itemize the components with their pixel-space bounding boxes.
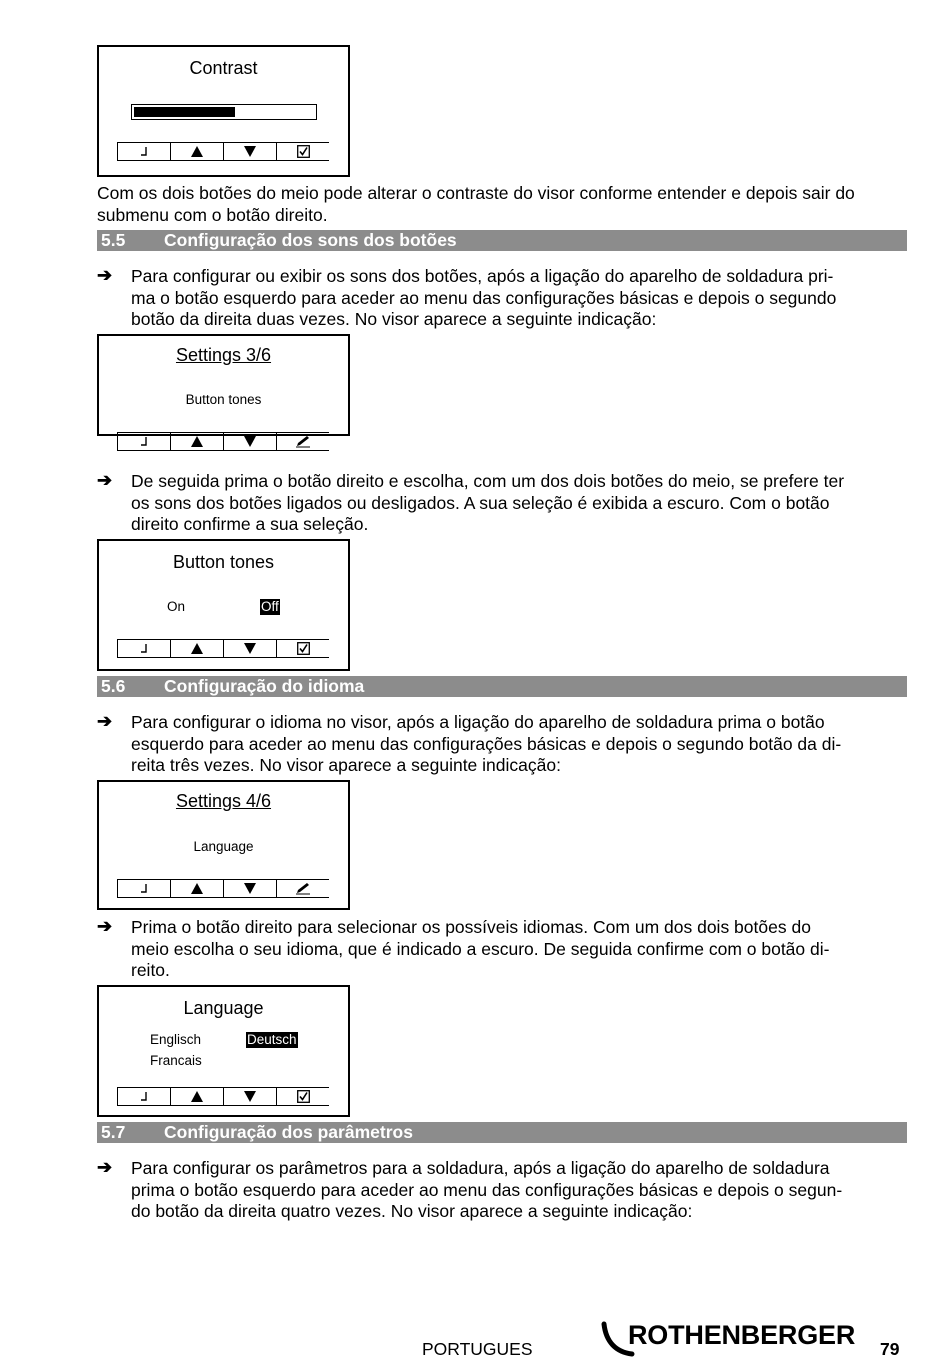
section-heading-5-6 xyxy=(97,676,907,697)
button-bar xyxy=(117,432,329,451)
down-arrow-icon[interactable] xyxy=(224,640,277,657)
checkbox-icon[interactable] xyxy=(277,143,329,160)
settings-3-screen xyxy=(97,334,350,436)
section-number: 5.7 xyxy=(101,1122,126,1142)
language-screen xyxy=(97,985,350,1117)
down-arrow-icon[interactable] xyxy=(224,143,277,160)
language-screen-title: Language xyxy=(183,998,264,1018)
button-tones-screen xyxy=(97,539,350,671)
settings-4-screen xyxy=(97,780,350,910)
section-number: 5.6 xyxy=(101,676,126,696)
right-arrow-icon: ➔ xyxy=(97,711,113,731)
contrast-paragraph: Com os dois botões do meio pode alterar o contraste do visor conforme entender e depois sair do submenu com o botão direito. xyxy=(97,183,855,225)
button-bar xyxy=(117,1087,329,1106)
brand-name: ROTHENBERGER xyxy=(628,1320,856,1350)
button-bar xyxy=(117,142,329,161)
option-englisch[interactable]: Englisch xyxy=(150,1032,202,1047)
checkbox-icon[interactable] xyxy=(277,1088,329,1105)
bullet-text: Prima o botão direito para selecionar os possíveis idiomas. Com um dos dois botões do meio escolha o seu idioma, que é indicado a escuro. De seguida confirme com o botão di- reito. xyxy=(131,917,830,981)
instruction-bullet xyxy=(97,471,907,536)
bullet-text: Para configurar os parâmetros para a soldadura, após a ligação do aparelho de soldadura prima o botão esquerdo para aceder ao menu das configurações básicas e depois o segun- do botão da direita quatro vezes. No visor aparece a seguinte indicação: xyxy=(131,1158,843,1222)
settings-screen-item: Button tones xyxy=(185,392,262,407)
up-arrow-icon[interactable] xyxy=(171,640,224,657)
down-arrow-icon[interactable] xyxy=(224,1088,277,1105)
option-francais[interactable]: Francais xyxy=(150,1053,202,1068)
option-deutsch-selected[interactable]: Deutsch xyxy=(247,1032,297,1047)
button-tones-title: Button tones xyxy=(172,552,275,572)
footer-language: PORTUGUES xyxy=(422,1339,533,1359)
up-arrow-icon[interactable] xyxy=(171,880,224,897)
section-title: Configuração do idioma xyxy=(164,676,365,696)
bullet-text: De seguida prima o botão direito e escolha, com um dos dois botões do meio, se prefere ter os sons dos botões ligados ou desligados. A sua seleção é exibida a escuro. Com o botão direito confirme a sua seleção. xyxy=(131,471,845,535)
up-arrow-icon[interactable] xyxy=(171,1088,224,1105)
instruction-bullet xyxy=(97,917,907,982)
page-number: 79 xyxy=(880,1339,900,1359)
pencil-icon[interactable] xyxy=(277,433,329,450)
section-number: 5.5 xyxy=(101,230,126,250)
up-arrow-icon[interactable] xyxy=(171,143,224,160)
right-arrow-icon: ➔ xyxy=(97,265,113,285)
contrast-level-bar xyxy=(131,104,317,120)
contrast-screen xyxy=(97,45,350,177)
section-title: Configuração dos sons dos botões xyxy=(164,230,457,250)
return-icon[interactable] xyxy=(118,143,171,160)
right-arrow-icon: ➔ xyxy=(97,916,113,936)
down-arrow-icon[interactable] xyxy=(224,880,277,897)
settings-screen-title: Settings 4/6 xyxy=(175,791,272,811)
option-off-selected[interactable]: Off xyxy=(261,599,279,614)
pencil-icon[interactable] xyxy=(277,880,329,897)
button-bar xyxy=(117,639,329,658)
section-title: Configuração dos parâmetros xyxy=(164,1122,413,1142)
return-icon[interactable] xyxy=(118,640,171,657)
option-on[interactable]: On xyxy=(167,599,186,614)
section-heading-5-7 xyxy=(97,1122,907,1143)
bullet-text: Para configurar ou exibir os sons dos botões, após a ligação do aparelho de soldadura pri- ma o botão esquerdo para aceder ao menu das configurações básicas e depois o segundo botão da direita duas vezes. No visor aparece a seguinte indicação: xyxy=(131,266,837,330)
down-arrow-icon[interactable] xyxy=(224,433,277,450)
section-heading-5-5 xyxy=(97,230,907,251)
return-icon[interactable] xyxy=(118,880,171,897)
return-icon[interactable] xyxy=(118,1088,171,1105)
settings-screen-item: Language xyxy=(193,839,254,854)
up-arrow-icon[interactable] xyxy=(171,433,224,450)
instruction-bullet xyxy=(97,712,907,777)
settings-screen-title: Settings 3/6 xyxy=(175,345,272,365)
bullet-text: Para configurar o idioma no visor, após a ligação do aparelho de soldadura prima o botão esquerdo para aceder ao menu das configurações básicas e depois o segundo botão da di- reita três vezes. No visor aparece a seguinte indicação: xyxy=(131,712,842,776)
instruction-bullet xyxy=(97,266,907,331)
return-icon[interactable] xyxy=(118,433,171,450)
right-arrow-icon: ➔ xyxy=(97,470,113,490)
button-bar xyxy=(117,879,329,898)
instruction-bullet xyxy=(97,1158,907,1223)
checkbox-icon[interactable] xyxy=(277,640,329,657)
right-arrow-icon: ➔ xyxy=(97,1157,113,1177)
contrast-level-fill xyxy=(134,107,235,117)
contrast-screen-title: Contrast xyxy=(189,58,258,78)
